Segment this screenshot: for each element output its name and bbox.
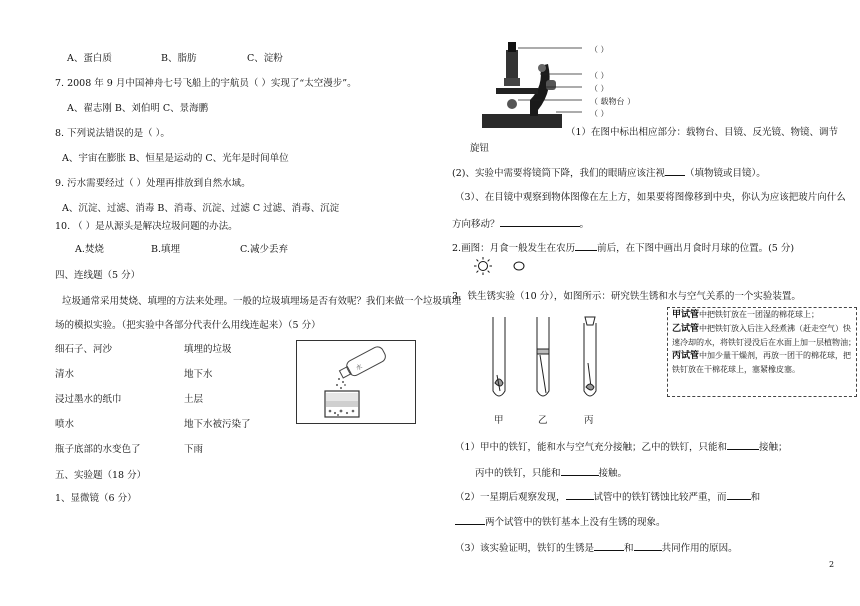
test-tube-yi (537, 317, 549, 396)
test-tube-jia (493, 317, 505, 396)
q2-pre: 2.画图：月食一般发生在农历 (452, 243, 576, 254)
q8-options: A、宇宙在膨胀 B、恒星是运动的 C、光年是时间单位 (62, 153, 289, 164)
match-left-1: 细石子、河沙 (55, 344, 113, 355)
match-right-5: 下雨 (184, 444, 204, 455)
microscope-image (482, 40, 578, 130)
q3-part2-blank-2[interactable] (727, 490, 751, 500)
q9-options: A、沉淀、过滤、消毒 B、消毒、沉淀、过滤 C 过滤、消毒、沉淀 (62, 203, 340, 214)
q2-post: 前后，在下图中画出月食时月球的位置。(5 分) (597, 243, 795, 254)
q1-part3-blank[interactable] (500, 217, 580, 227)
q1-part1-cont: 旋钮 (470, 143, 490, 154)
q1-part2-pre: (2)、实验中需要将镜筒下降，我们的眼睛应该注视 (452, 168, 665, 179)
match-left-5: 瓶子底部的水变色了 (55, 444, 141, 455)
test-tubes-diagram (485, 313, 625, 413)
callout-line-4: 丙试管中加少量干燥剂，再放一团干的棉花球，把 (672, 351, 852, 361)
q10-stem: 10. （ ）是从源头是解决垃圾问题的办法。 (55, 221, 238, 232)
section4-intro-line1: 垃圾通常采用焚烧、填埋的方法来处理。一般的垃圾填埋场是否有效呢？我们来做一个垃圾填埋 (62, 296, 462, 307)
q3-part1-blank[interactable] (727, 440, 759, 450)
match-right-1: 填埋的垃圾 (184, 344, 232, 355)
q10-option-b: B.填埋 (151, 244, 181, 255)
tube-label-jia: 甲 (494, 415, 504, 426)
q7-options: A、翟志刚 B、刘伯明 C、景海鹏 (67, 103, 209, 114)
q3-part3-blank-2[interactable] (634, 541, 662, 551)
q6-option-b: B、脂肪 (161, 53, 197, 64)
earth-icon (514, 262, 524, 270)
q9-stem: 9. 污水需要经过（ ）处理再排放到自然水域。 (55, 178, 251, 189)
q7-stem: 7. 2008 年 9 月中国神舟七号飞船上的宇航员（ ）实现了“太空漫步”。 (55, 78, 357, 89)
q1-part3-line1: （3）、在目镜中观察到物体图像在左上方，如果要将图像移到中央，你认为应该把玻片向什么 (455, 192, 846, 203)
match-right-4: 地下水被污染了 (184, 419, 251, 430)
q1-part2 (452, 166, 766, 179)
test-tube-bing (584, 317, 596, 396)
q3-part2: （2）一星期后观察发现， 试管中的铁钉锈蚀比较严重，而 和 (455, 492, 761, 503)
q3-part1: （1）甲中的铁钉，能和水与空气充分接触；乙中的铁钉，只能和 接触； (455, 442, 788, 453)
q8-stem: 8. 下列说法错误的是（ ）。 (55, 128, 170, 139)
microscope-label-3: （ ） (590, 84, 609, 93)
q2-blank[interactable] (575, 241, 597, 251)
landfill-experiment-image (296, 340, 416, 424)
sun-earth-diagram (473, 256, 533, 276)
tube-label-bing: 丙 (584, 415, 594, 426)
q3-part1-cont: 丙中的铁钉，只能和 接触。 (475, 468, 628, 479)
microscope-icon (482, 40, 578, 130)
q1-part3-line2: 方向移动？ 。 (452, 219, 590, 230)
q1-part2-blank[interactable] (665, 166, 685, 176)
q2-stem (452, 241, 794, 254)
microscope-label-stage: （ 载物台 ） (590, 97, 636, 106)
q1-part2-post: （填物镜或目镜）。 (684, 168, 766, 179)
callout-line-5: 铁钉放在干棉花球上，塞紧橡皮塞。 (672, 365, 800, 374)
microscope-label-2: （ ） (590, 71, 609, 80)
match-right-2: 地下水 (184, 369, 213, 380)
callout-line-3: 速冷却的水，将铁钉浸没后在水面上加一层植物油； (672, 338, 856, 347)
microscope-label-1: （ ） (590, 45, 609, 54)
tube-description-box (667, 307, 857, 397)
q10-option-a: A.焚烧 (75, 244, 104, 255)
q3-title: 3、铁生锈实验（10 分），如图所示：研究铁生锈和水与空气关系的一个实验装置。 (452, 291, 801, 302)
q3-part2-cont: 两个试管中的铁钉基本上没有生锈的现象。 (455, 515, 666, 528)
section5-q1: 1、显微镜（6 分） (55, 493, 137, 504)
callout-line-2: 乙试管中把铁钉放入后注入经煮沸（赶走空气）快 (672, 324, 852, 334)
svg-text:水: 水 (354, 363, 364, 373)
q10-option-c: C.减少丢弃 (240, 244, 288, 255)
q3-part2-blank-3[interactable] (455, 515, 485, 525)
match-left-3: 浸过墨水的纸巾 (55, 394, 122, 405)
section4-intro-line2: 场的模拟实验。（把实验中各部分代表什么用线连起来）（5 分） (55, 320, 321, 331)
q1-part3-question: 方向移动？ (452, 219, 500, 230)
tube-label-yi: 乙 (538, 415, 548, 426)
watering-bottle-and-jar-icon (297, 341, 415, 423)
q3-part1-blank-2[interactable] (561, 466, 599, 476)
q3-part3: （3）该实验证明，铁钉的生锈是 和 共同作用的原因。 (455, 543, 738, 554)
page-number: 2 (829, 560, 835, 569)
sun-icon (474, 257, 492, 275)
microscope-label-5: （ ） (590, 109, 609, 118)
match-left-2: 清水 (55, 369, 75, 380)
q3-part2-blank-1[interactable] (566, 490, 594, 500)
callout-line-1: 甲试管中把铁钉放在一团湿的棉花球上； (672, 310, 820, 320)
section5-title: 五、实验题（18 分） (55, 470, 147, 481)
q1-part1: （1）在图中标出相应部分：载物台、目镜、反光镜、物镜、调节 (566, 127, 839, 138)
section4-title: 四、连线题（5 分） (55, 270, 141, 281)
q3-part3-blank-1[interactable] (594, 541, 624, 551)
q6-option-c: C、淀粉 (247, 53, 283, 64)
q6-option-a: A、蛋白质 (67, 53, 112, 64)
match-right-3: 土层 (184, 394, 204, 405)
match-left-4: 喷水 (55, 419, 75, 430)
